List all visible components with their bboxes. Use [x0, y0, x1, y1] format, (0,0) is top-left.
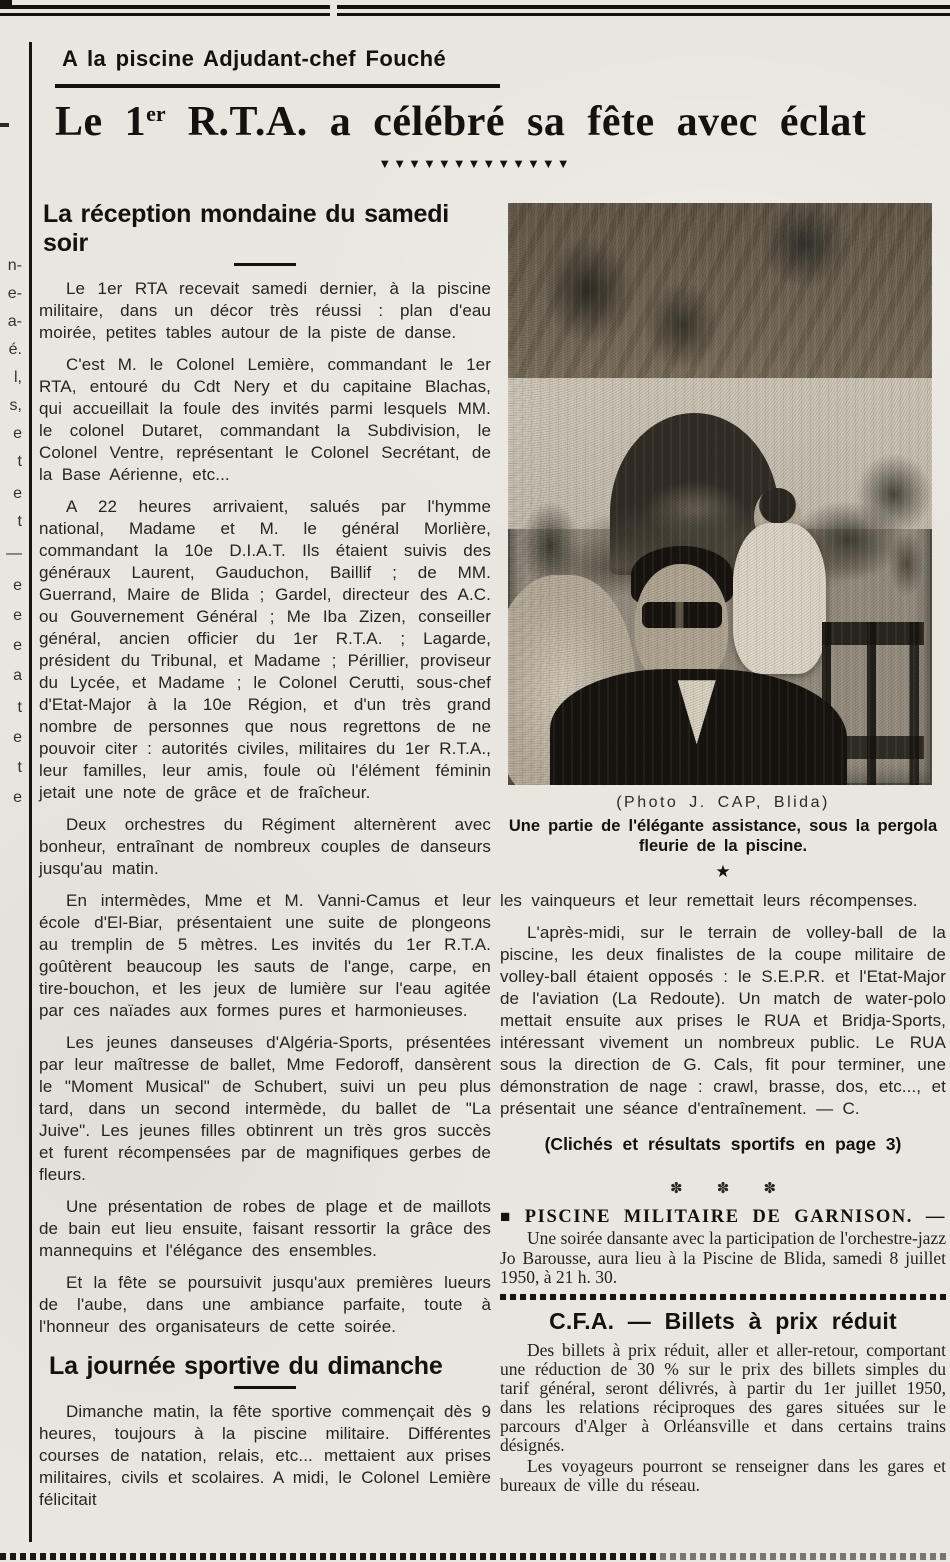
bottom-rule-fade	[660, 1553, 950, 1560]
headline-text: R.T.A. a célébré sa fête avec éclat	[165, 99, 867, 145]
left-column	[39, 200, 491, 1521]
cutoff-letter: e	[13, 789, 22, 806]
section-heading-reception: La réception mondaine du samedi soir	[43, 200, 450, 257]
cfa-paragraph: Les voyageurs pourront se renseigner dans les gares et bureaux de ville du réseau.	[500, 1455, 946, 1495]
headline-text: Le 1	[55, 99, 147, 145]
right-column	[500, 203, 946, 1497]
dotted-divider	[500, 1294, 946, 1300]
article-paragraph: Une présentation de robes de plage et de maillots de bain eut lieu ensuite, faisant ressortir la grâce des mannequins et l'élégance des ensembles.	[39, 1197, 491, 1260]
article-paragraph: Deux orchestres du Régiment alternèrent avec bonheur, entraînant de nombreux couples de danseurs jusqu'au matin.	[39, 815, 491, 878]
cutoff-letter: e	[13, 485, 22, 502]
section-heading-rule	[234, 263, 296, 266]
top-border-rule	[0, 5, 950, 21]
headline-superscript: er	[146, 101, 166, 126]
cutoff-letter: e-	[7, 285, 22, 302]
triangle-ornament: ▼▼▼▼▼▼▼▼▼▼▼▼▼	[378, 156, 572, 171]
article-paragraph: C'est M. le Colonel Lemière, commandant le 1er RTA, entouré du Cdt Nery et du capitaine Blachas, qui accueillait la foule des invités parmi lesquels MM. le colonel Dutaret, commandant la Subdivision, le Colonel Ventre, représentant le Colonel Secrétant, de la Base Aérienne, etc...	[39, 355, 491, 484]
cutoff-letter: e	[13, 637, 22, 654]
cutoff-letter: e	[13, 425, 22, 442]
photo-grain-texture	[508, 203, 932, 785]
article-paragraph: Et la fête se poursuivit jusqu'aux premières lueurs de l'aube, dans une ambiance parfaite, toute à l'honneur des organisateurs de cette soirée.	[39, 1273, 491, 1336]
cutoff-letter: e	[13, 607, 22, 624]
headline	[55, 98, 913, 146]
cutoff-letter: l,	[14, 369, 22, 386]
kicker: A la piscine Adjudant-chef Fouché	[62, 46, 447, 71]
cutoff-letter: e	[13, 729, 22, 746]
section-heading-journee-sportive: La journée sportive du dimanche	[49, 1352, 443, 1380]
left-margin-rail	[0, 0, 26, 1562]
photo-caption: Une partie de l'élégante assistance, sous la pergola fleurie de la piscine.	[508, 817, 938, 855]
cutoff-letter: t	[17, 453, 22, 470]
cfa-heading: C.F.A. — Billets à prix réduit	[549, 1307, 897, 1334]
cutoff-letter: a-	[7, 313, 22, 330]
cutoff-letter: e	[13, 577, 22, 594]
cutoff-letter: t	[17, 699, 22, 716]
brief-title: PISCINE MILITAIRE DE GARNISON. —	[524, 1207, 946, 1227]
article-paragraph: Dimanche matin, la fête sportive commençait dès 9 heures, toujours à la piscine militaire. Différentes courses de natation, relais, etc... mettaient aux prises militaires, civils et scolaires. A midi, le Colonel Lemière félicitait	[39, 1402, 491, 1509]
section-heading-rule	[234, 1386, 296, 1389]
page3-notice: (Clichés et résultats sportifs en page 3)	[544, 1134, 902, 1154]
article-paragraph: les vainqueurs et leur remettait leurs récompenses.	[500, 891, 918, 910]
article-paragraph: Le 1er RTA recevait samedi dernier, à la piscine militaire, dans un décor très réussi : plan d'eau moirée, petites tables autour de la piste de danse.	[39, 279, 491, 342]
brief-heading	[500, 1207, 946, 1228]
brief-text: Une soirée dansante avec la participation de l'orchestre-jazz Jo Barousse, aura lieu à la Piscine de Blida, samedi 8 juillet 1950, à 21 h. 30.	[500, 1228, 946, 1287]
cutoff-letter: n-	[7, 257, 22, 274]
assistance-photo	[508, 203, 932, 785]
cfa-paragraph: Des billets à prix réduit, aller et aller-retour, comportant une réduction de 30 % sur le prix des billets simples du tarif général, seront délivrés, à partir du 1er juillet 1950, dans les relations réciproques des gares situées sur le parcours d'Alger à Orléansville et dans certains trains désignés.	[500, 1339, 946, 1455]
photo-credit: (Photo J. CAP, Blida)	[616, 794, 830, 811]
article-paragraph: En intermèdes, Mme et M. Vanni-Camus et leur école d'El-Biar, présentaient une suite de plongeons au tremplin de 5 mètres. Les invités du 1er R.T.A. goûtèrent beaucoup les sauts de l'ange, carpe, en tire-bouchon, et les jeux de lumière sur l'eau agitée par ces naïades aux formes pures et harmonieuses.	[39, 891, 491, 1020]
cutoff-letter: t	[17, 759, 22, 776]
article-paragraph: A 22 heures arrivaient, salués par l'hymme national, Madame et M. le général Morlière, commandant la 10e D.I.A.T. Ils étaient suivis des généraux Laurent, Gauduchon, Baillif ; de MM. Guerrand, Maire de Blida ; Gardel, directeur des A.C. ou Gouvernement Général ; Me Iba Zizen, conseiller général, ancien officier du 1er R.T.A. ; Lagarde, président du Tribunal, et Madame ; Périllier, proviseur du Lycée, et Madame ; le Colonel Cerutti, sous-chef d'Etat-Major à la 10e Région, et d'un très grand nombre de personnes que nous regrettons de ne pouvoir citer : autorités civiles, militaires du 1er R.T.A., leur familles, leur amis, foule où l'élément féminin jetait une note de grâce et de fraîcheur.	[39, 497, 491, 802]
cutoff-letter: —	[6, 545, 22, 562]
article-paragraph: Les jeunes danseuses d'Algéria-Sports, présentées par leur maîtresse de ballet, Mme Fedoroff, dansèrent le "Moment Musical" de Schubert, suivi un peu plus tard, dans un second intermède, du ballet de "La Juive". Les jeunes filles obtinrent un très gros succès et furent récompensées par de magnifiques gerbes de fleurs.	[39, 1033, 491, 1184]
article-paragraph: L'après-midi, sur le terrain de volley-ball de la piscine, les deux finalistes de la coupe militaire de volley-ball étaient opposés : le S.E.P.R. et l'Etat-Major de l'aviation (La Redoute). Un match de water-polo mettait ensuite aux prises le RUA et Bridja-Sports, intéressant vivement un nombreux public. Le RUA sous la direction de G. Cals, fit pour terminer, une démonstration de nage : crawl, brasse, dos, etc..., et présentait une séance d'entraînement. — C.	[500, 923, 946, 1118]
bottom-dotted-rule	[0, 1553, 950, 1560]
cutoff-letter: t	[17, 513, 22, 530]
column-rule	[29, 42, 32, 1542]
cutoff-letter: a	[13, 667, 22, 684]
cutoff-letter: é.	[8, 341, 22, 358]
top-rule-line	[0, 5, 950, 9]
top-rule-line	[0, 13, 950, 16]
square-bullet-icon: ■	[500, 1207, 512, 1226]
asterisk-ornament: ✽ ✽ ✽	[669, 1180, 777, 1197]
kicker-underline	[55, 84, 500, 88]
top-rule-gap	[330, 3, 337, 23]
cutoff-letter: s,	[9, 397, 22, 414]
star-ornament: ★	[715, 862, 731, 881]
